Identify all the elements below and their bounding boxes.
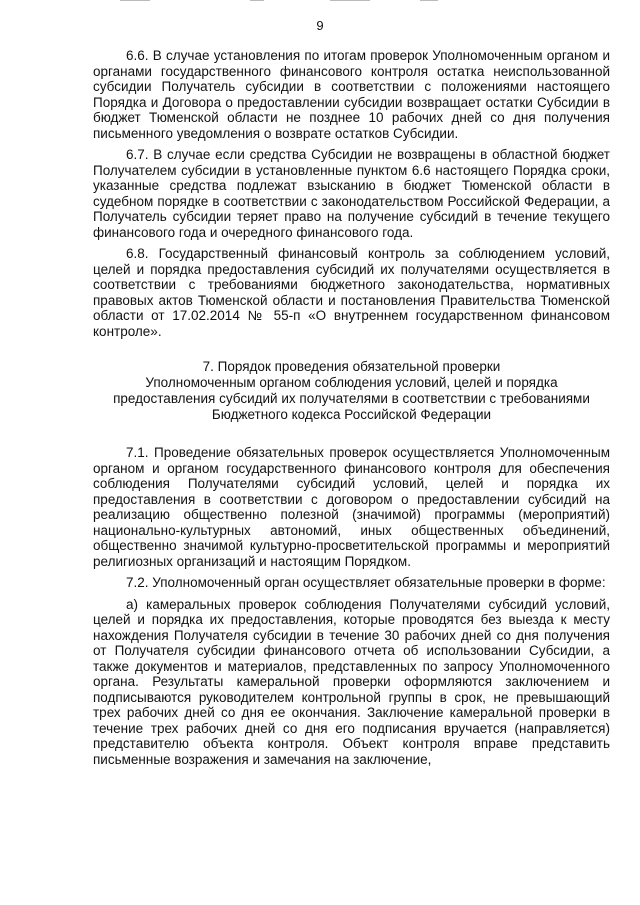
heading-line-1: 7. Порядок проведения обязательной проверки xyxy=(202,359,501,374)
paragraph-6-8: 6.8. Государственный финансовый контроль за соблюдением условий, целей и порядка предоставления субсидий их получателями осуществляется в соответствии с требованиями бюджетного законодательства, нормативных правовых актов Тюменской области и постановления Правительства Тюменской области от 17.02.2014 № 55-п «О внутреннем государственном финансовом контроле». xyxy=(93,246,610,339)
paragraph-6-7: 6.7. В случае если средства Субсидии не возвращены в областной бюджет Получателем субсидии в установленные пунктом 6.6 настоящего Порядка сроки, указанные средства подлежат взысканию в бюджет Тюменской области в судебном порядке в соответствии с законодательством Российской Федерации, а Получатель субсидии теряет право на получение субсидий в течение текущего финансового года и очередного финансового года. xyxy=(93,147,610,240)
scan-edge-marks xyxy=(0,0,640,3)
section-7-heading xyxy=(93,359,610,423)
page-number: 9 xyxy=(316,18,324,33)
heading-line-3: предоставления субсидий их получателями в соответствии с требованиями xyxy=(113,391,590,406)
paragraph-7-2: 7.2. Уполномоченный орган осуществляет обязательные проверки в форме: xyxy=(126,575,606,590)
paragraph-6-6: 6.6. В случае установления по итогам проверок Уполномоченным органом и органами государственного финансового контроля остатка неиспользованной субсидии Получатель субсидии в соответствии с положениями настоящего Порядка и Договора о предоставлении субсидии возвращает остатки Субсидии в бюджет Тюменской области не позднее 10 рабочих дней со дня получения письменного уведомления о возврате остатков Субсидии. xyxy=(93,48,610,141)
heading-line-2: Уполномоченным органом соблюдения условий, целей и порядка xyxy=(145,375,558,390)
document-body xyxy=(93,48,610,773)
heading-line-4: Бюджетного кодекса Российской Федерации xyxy=(211,407,492,422)
paragraph-7-1: 7.1. Проведение обязательных проверок осуществляется Уполномоченным органом и органом государственного финансового контроля для обеспечения соблюдения Получателями субсидий условий, целей и порядка их предоставления в соответствии с договором о предоставлении субсидий на реализацию общественно полезной (значимой) программы (мероприятий) национально-культурных автономий, иных общественных объединений, общественно значимой культурно-просветительской программы и мероприятий религиозных организаций и настоящим Порядком. xyxy=(93,445,610,569)
paragraph-7-2-a: а) камеральных проверок соблюдения Получателями субсидий условий, целей и порядка их предоставления, которые проводятся без выезда к месту нахождения Получателя субсидии в течение 30 рабочих дней со дня получения от Получателя субсидии финансового отчета об использовании Субсидии, а также документов и материалов, представленных по запросу Уполномоченного органа. Результаты камеральной проверки оформляются заключением и подписываются руководителем контрольной группы в срок, не превышающий трех рабочих дней со дня ее окончания. Заключение камеральной проверки в течение трех рабочих дней со дня его подписания вручается (направляется) представителю объекта контроля. Объект контроля вправе представить письменные возражения и замечания на заключение, xyxy=(93,596,610,767)
